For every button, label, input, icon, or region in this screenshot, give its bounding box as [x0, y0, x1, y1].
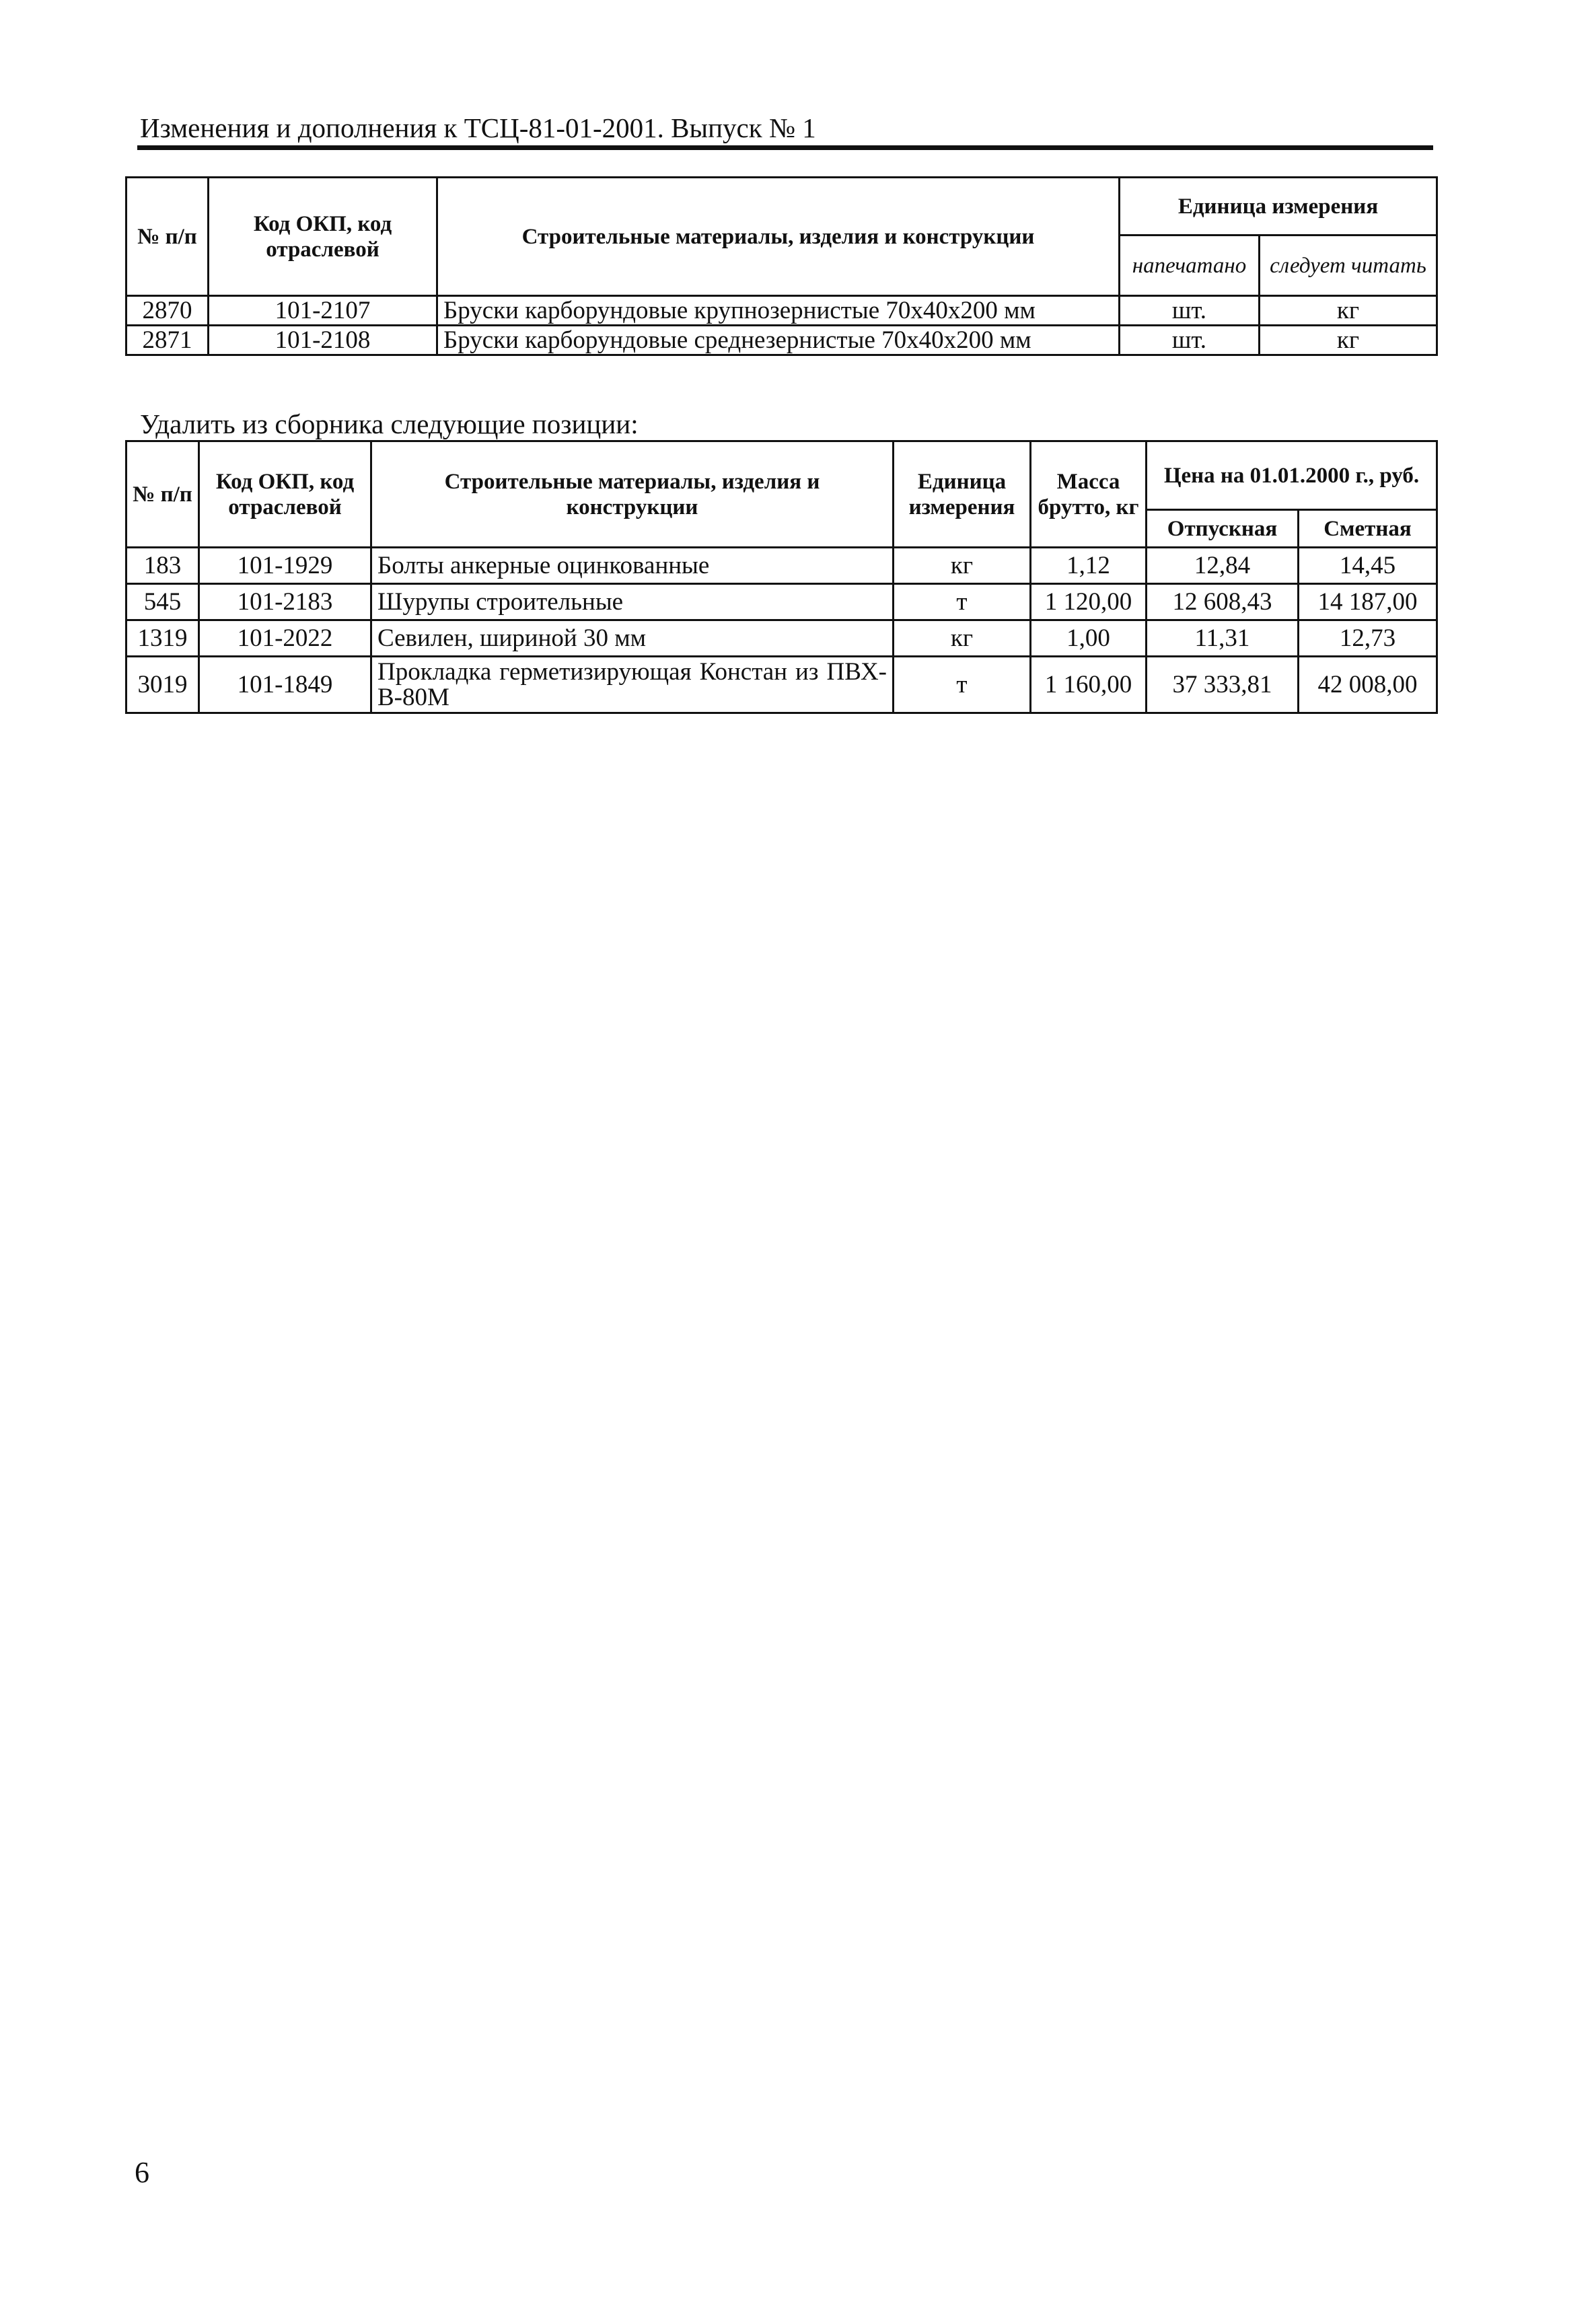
- cell-estimate-price: 12,73: [1299, 620, 1437, 657]
- cell-name: Бруски карборундовые крупнозернистые 70х40х200 мм: [437, 296, 1120, 326]
- table-row: [126, 296, 1437, 326]
- cell-code: 101-2022: [199, 620, 371, 657]
- table-row: [126, 548, 1437, 584]
- header-price-group: Цена на 01.01.2000 г., руб.: [1147, 441, 1437, 510]
- cell-code: 101-2107: [209, 296, 437, 326]
- header-code: Код ОКП, код отраслевой: [199, 441, 371, 548]
- header-mass: Масса брутто, кг: [1031, 441, 1147, 548]
- cell-mass: 1,12: [1031, 548, 1147, 584]
- cell-name: Прокладка герметизирующая Констан из ПВХ-В-80М: [371, 657, 894, 713]
- cell-release-price: 37 333,81: [1147, 657, 1299, 713]
- cell-estimate-price: 42 008,00: [1299, 657, 1437, 713]
- cell-unit: кг: [894, 548, 1031, 584]
- cell-unit: кг: [894, 620, 1031, 657]
- table-header-row: [126, 178, 1437, 236]
- cell-num: 2871: [126, 326, 209, 355]
- cell-num: 183: [126, 548, 199, 584]
- cell-num: 2870: [126, 296, 209, 326]
- cell-mass: 1 160,00: [1031, 657, 1147, 713]
- header-rule: [137, 145, 1433, 150]
- cell-code: 101-2108: [209, 326, 437, 355]
- header-num: № п/п: [126, 441, 199, 548]
- table-row: [126, 584, 1437, 620]
- deleted-items-table: [125, 440, 1438, 714]
- page-number: 6: [135, 2156, 149, 2189]
- header-estimate-price: Сметная: [1299, 510, 1437, 548]
- cell-num: 3019: [126, 657, 199, 713]
- page-header: Изменения и дополнения к ТСЦ-81-01-2001. Выпуск № 1: [140, 112, 816, 143]
- table-row: [126, 620, 1437, 657]
- header-printed: напечатано: [1120, 236, 1260, 296]
- header-should-read: следует читать: [1260, 236, 1437, 296]
- cell-name: Шурупы строительные: [371, 584, 894, 620]
- cell-name: Бруски карборундовые среднезернистые 70х40х200 мм: [437, 326, 1120, 355]
- header-num: № п/п: [126, 178, 209, 296]
- header-name: Строительные материалы, изделия и конструкции: [371, 441, 894, 548]
- unit-corrections-table: [125, 176, 1438, 356]
- table-row: [126, 326, 1437, 355]
- cell-printed: шт.: [1120, 296, 1260, 326]
- cell-release-price: 11,31: [1147, 620, 1299, 657]
- table-row: [126, 657, 1437, 713]
- cell-num: 545: [126, 584, 199, 620]
- cell-code: 101-2183: [199, 584, 371, 620]
- cell-release-price: 12 608,43: [1147, 584, 1299, 620]
- header-code: Код ОКП, код отраслевой: [209, 178, 437, 296]
- cell-printed: шт.: [1120, 326, 1260, 355]
- cell-code: 101-1929: [199, 548, 371, 584]
- header-unit-group: Единица измерения: [1120, 178, 1437, 236]
- cell-num: 1319: [126, 620, 199, 657]
- section-title: Удалить из сборника следующие позиции:: [140, 408, 639, 439]
- cell-unit: т: [894, 584, 1031, 620]
- cell-code: 101-1849: [199, 657, 371, 713]
- header-name: Строительные материалы, изделия и конструкции: [437, 178, 1120, 296]
- cell-unit: т: [894, 657, 1031, 713]
- cell-mass: 1,00: [1031, 620, 1147, 657]
- cell-estimate-price: 14,45: [1299, 548, 1437, 584]
- cell-name: Севилен, шириной 30 мм: [371, 620, 894, 657]
- header-release-price: Отпускная: [1147, 510, 1299, 548]
- cell-should-read: кг: [1260, 296, 1437, 326]
- cell-mass: 1 120,00: [1031, 584, 1147, 620]
- cell-release-price: 12,84: [1147, 548, 1299, 584]
- cell-should-read: кг: [1260, 326, 1437, 355]
- cell-estimate-price: 14 187,00: [1299, 584, 1437, 620]
- table-header-row: [126, 441, 1437, 510]
- header-unit: Единица измерения: [894, 441, 1031, 548]
- cell-name: Болты анкерные оцинкованные: [371, 548, 894, 584]
